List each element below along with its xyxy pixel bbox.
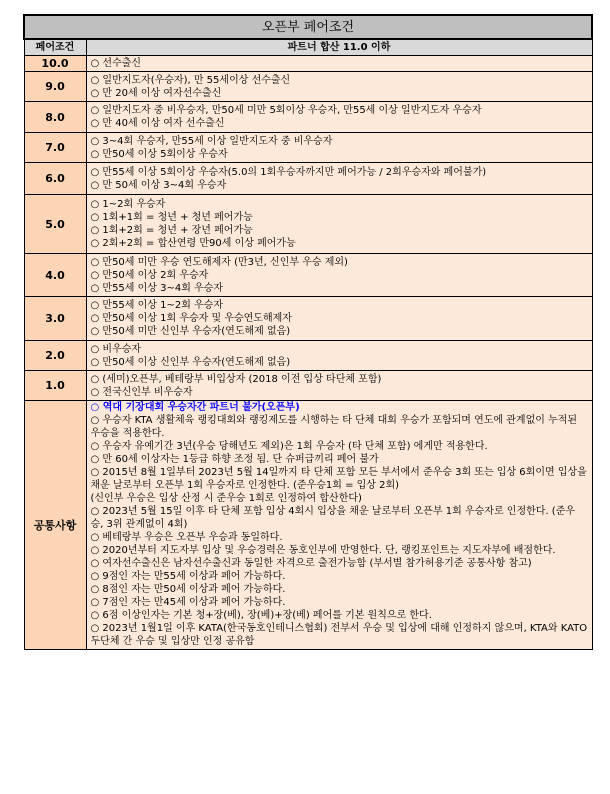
condition-item: ○ 만55세 이상 5회이상 우승자(5.0의 1회우승자까지만 페어가능 / 2회우승자와 페어불가) [90, 166, 487, 178]
score-row [24, 72, 592, 102]
condition-item: ○ 일반지도자 중 비우승자, 만50세 미만 5회이상 우승자, 만55세 이상 일반지도자 우승자 [90, 105, 482, 116]
score-value: 2.0 [24, 341, 86, 371]
condition-item: ○ 1회+2회 = 청년 + 장년 페어가능 [90, 225, 253, 236]
common-row [24, 401, 592, 650]
score-row [24, 371, 592, 401]
common-item: ○ 우승자 KTA 생활체육 랭킹대회와 랭킹제도를 시행하는 타 단체 대회 우승가 포함되며 연도에 관계없이 누적된 우승을 적용한다. [90, 415, 578, 439]
condition-item: ○ 만50세 이상 5회이상 우승자 [90, 148, 228, 160]
common-label: 공통사항 [24, 401, 86, 650]
score-conditions [86, 133, 592, 163]
condition-item: ○ 선수출신 [90, 58, 142, 69]
score-value: 6.0 [24, 163, 86, 195]
common-item: ○ 만 60세 이상자는 1등급 하향 조정 됨. 단 슈퍼급끼리 페어 불가 [90, 454, 379, 465]
score-conditions [86, 72, 592, 102]
pair-conditions-table [23, 14, 593, 650]
condition-item: ○ 1~2회 우승자 [90, 199, 166, 210]
common-item: ○ 9점인 자는 만55세 이상과 페어 가능하다. [90, 571, 286, 582]
common-item: ○ 2020년부터 지도자부 입상 및 우승경력은 동호인부에 반영한다. 단, 랭킹포인트는 지도자부에 배점한다. [90, 545, 556, 556]
common-highlight: ○ 역대 기장대회 우승자간 파트너 불가(오픈부) [90, 402, 300, 413]
common-item: (신인부 우승은 입상 산정 시 준우승 1회로 인정하여 합산한다) [90, 493, 362, 504]
score-value: 1.0 [24, 371, 86, 401]
score-value: 10.0 [24, 56, 86, 72]
document-title: 오픈부 페어조건 [24, 15, 592, 39]
score-row [24, 297, 592, 341]
common-item: ○ 7점인 자는 만45세 이상과 페어 가능하다. [90, 597, 286, 608]
header-pair-condition: 페어조건 [24, 39, 86, 56]
condition-item: ○ 만 40세 이상 여자 선수출신 [90, 118, 225, 129]
condition-item: ○ 만50세 미만 신인부 우승자(연도해제 없음) [90, 326, 291, 337]
condition-item: ○ (세미)오픈부, 베테랑부 비입상자 (2018 이전 입상 타단체 포함) [90, 373, 382, 385]
score-row [24, 133, 592, 163]
score-value: 5.0 [24, 195, 86, 254]
score-conditions [86, 163, 592, 195]
score-value: 3.0 [24, 297, 86, 341]
score-conditions [86, 56, 592, 72]
common-item: ○ 8점인 자는 만50세 이상과 페어 가능하다. [90, 584, 286, 595]
condition-item: ○ 전국신인부 비우승자 [90, 386, 193, 398]
condition-item: ○ 만55세 이상 3~4회 우승자 [90, 282, 224, 294]
header-partner-sum: 파트너 합산 11.0 이하 [86, 39, 592, 56]
condition-item: ○ 만50세 이상 신인부 우승자(연도해제 없음) [90, 356, 291, 368]
condition-item: ○ 만50세 미만 우승 연도해제자 (만3년, 신인부 우승 제외) [90, 256, 348, 268]
condition-item: ○ 만50세 이상 2회 우승자 [90, 269, 209, 281]
condition-item: ○ 만 20세 이상 여자선수출신 [90, 87, 222, 99]
condition-item: ○ 3~4회 우승자, 만55세 이상 일반지도자 중 비우승자 [90, 135, 333, 147]
common-conditions [86, 401, 592, 650]
score-row [24, 341, 592, 371]
score-row [24, 254, 592, 297]
score-conditions [86, 254, 592, 297]
condition-item: ○ 만 50세 이상 3~4회 우승자 [90, 179, 227, 191]
score-value: 7.0 [24, 133, 86, 163]
score-rows [24, 56, 592, 401]
title-row [24, 15, 592, 39]
condition-item: ○ 일반지도자(우승자), 만 55세이상 선수출신 [90, 74, 291, 86]
score-value: 4.0 [24, 254, 86, 297]
common-item: ○ 여자선수출신은 남자선수출신과 동일한 자격으로 출전가능함 (부서별 참가허용기준 공통사항 참고) [90, 558, 532, 569]
common-item: ○ 베테랑부 우승은 오픈부 우승과 동일하다. [90, 532, 283, 543]
score-value: 9.0 [24, 72, 86, 102]
header-row [24, 39, 592, 56]
pair-conditions-sheet [23, 14, 593, 650]
condition-item: ○ 만55세 이상 1~2회 우승자 [90, 300, 224, 311]
common-items [91, 414, 588, 648]
score-row [24, 195, 592, 254]
common-item: ○ 6점 이상인자는 기본 청+장(베), 장(베)+장(베) 페어를 기본 원칙으로 한다. [90, 610, 432, 621]
condition-item: ○ 1회+1회 = 청년 + 청년 페어가능 [90, 212, 253, 223]
score-conditions [86, 195, 592, 254]
score-conditions [86, 341, 592, 371]
score-conditions [86, 102, 592, 133]
common-item: ○ 2015년 8월 1일부터 2023년 5월 14일까지 타 단체 포함 모든 부서에서 준우승 3회 또는 입상 6회이면 입상을 채운 날로부터 오픈부 1회 우승자로 인정한다. (준우승1회 = 입상 2회) [90, 467, 587, 491]
common-item: ○ 2023년 1월1일 이후 KATA(한국동호인테니스협회) 전부서 우승 및 입상에 대해 인정하지 않으며, KTA와 KATO 두단체 간 우승 및 입상만 인정 공유함 [90, 623, 588, 647]
condition-item: ○ 만50세 이상 1회 우승자 및 우승연도해제자 [90, 313, 292, 324]
score-row [24, 102, 592, 133]
condition-item: ○ 비우승자 [90, 343, 142, 355]
common-item: ○ 우승자 유예기간 3년(우승 당해년도 제외)은 1회 우승자 (타 단체 포함) 에게만 적용한다. [90, 441, 488, 452]
score-value: 8.0 [24, 102, 86, 133]
score-conditions [86, 297, 592, 341]
score-row [24, 56, 592, 72]
score-row [24, 163, 592, 195]
score-conditions [86, 371, 592, 401]
condition-item: ○ 2회+2회 = 합산연령 만90세 이상 페어가능 [90, 238, 296, 249]
common-item: ○ 2023년 5월 15일 이후 타 단체 포함 입상 4회시 입상을 채운 날로부터 오픈부 1회 우승자로 인정한다. (준우승, 3위 관계없이 4회) [90, 506, 576, 530]
